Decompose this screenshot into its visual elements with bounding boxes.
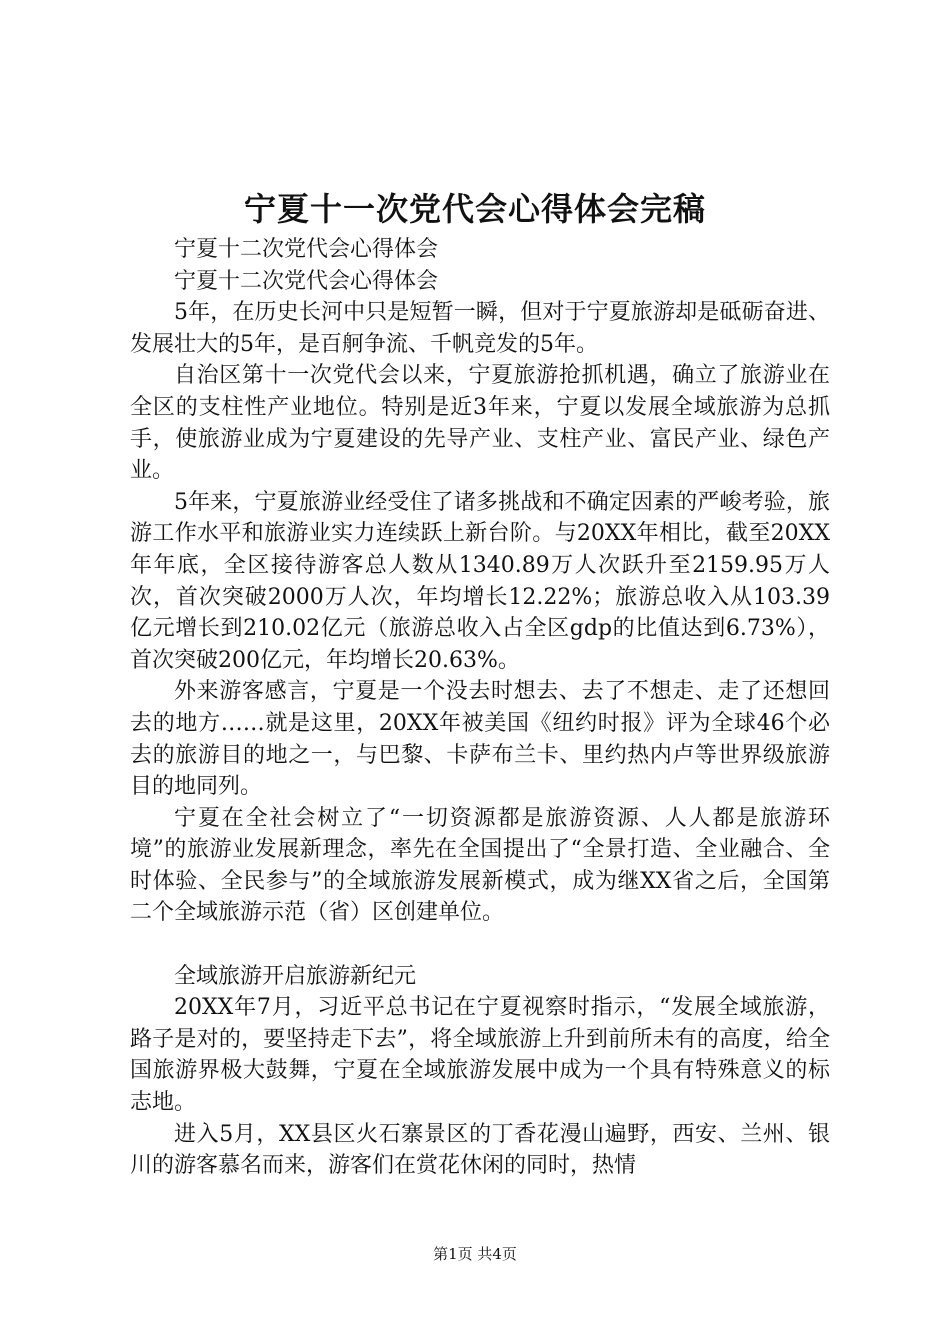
document-body: [130, 234, 830, 1182]
section-heading: 全域旅游开启旅游新纪元: [174, 963, 417, 989]
paragraph: 自治区第十一次党代会以来，宁夏旅游抢抓机遇，确立了旅游业在全区的支柱性产业地位。特别是近3年来，宁夏以发展全域旅游为总抓手，使旅游业成为宁夏建设的先导产业、支柱产业、富民产业、绿色产业。: [130, 363, 830, 484]
paragraph: 进入5月，XX县区火石寨景区的丁香花漫山遍野，西安、兰州、银川的游客慕名而来，游客们在赏花休闲的同时，热情: [130, 1121, 830, 1179]
paragraph: 5年，在历史长河中只是短暂一瞬，但对于宁夏旅游却是砥砺奋进、发展壮大的5年，是百舸争流、千帆竞发的5年。: [130, 300, 830, 357]
paragraph: 宁夏在全社会树立了“一切资源都是旅游资源、人人都是旅游环境”的旅游业发展新理念，率先在全国提出了“全景打造、全业融合、全时体验、全民参与”的全域旅游发展新模式，成为继XX省之后，全国第二个全域旅游示范（省）区创建单位。: [130, 805, 830, 926]
paragraph: 宁夏十二次党代会心得体会: [174, 268, 439, 294]
paragraph: 5年来，宁夏旅游业经受住了诸多挑战和不确定因素的严峻考验，旅游工作水平和旅游业实力连续跃上新台阶。与20XX年相比，截至20XX年年底，全区接待游客总人数从1340.89万人次跃升至2159.95万人次，首次突破2000万人次，年均增长12.22%；旅游总收入从103.39亿元增长到210.02亿元（旅游总收入占全区gdp的比值达到6.73%），首次突破200亿元，年均增长20.63%。: [130, 489, 830, 673]
document-title: 宁夏十一次党代会心得体会完稿: [243, 190, 706, 228]
page-number: 第1页 共4页: [433, 1245, 517, 1263]
paragraph: 宁夏十二次党代会心得体会: [174, 237, 439, 262]
paragraph: 外来游客感言，宁夏是一个没去时想去、去了不想走、走了还想回去的地方……就是这里，20XX年被美国《纽约时报》评为全球46个必去的旅游目的地之一，与巴黎、卡萨布兰卡、里约热内卢等世界级旅游目的地同列。: [130, 679, 830, 800]
paragraph: 20XX年7月，习近平总书记在宁夏视察时指示，“发展全域旅游，路子是对的，要坚持走下去”，将全域旅游上升到前所未有的高度，给全国旅游界极大鼓舞，宁夏在全域旅游发展中成为一个具有特殊意义的标志地。: [130, 995, 830, 1116]
